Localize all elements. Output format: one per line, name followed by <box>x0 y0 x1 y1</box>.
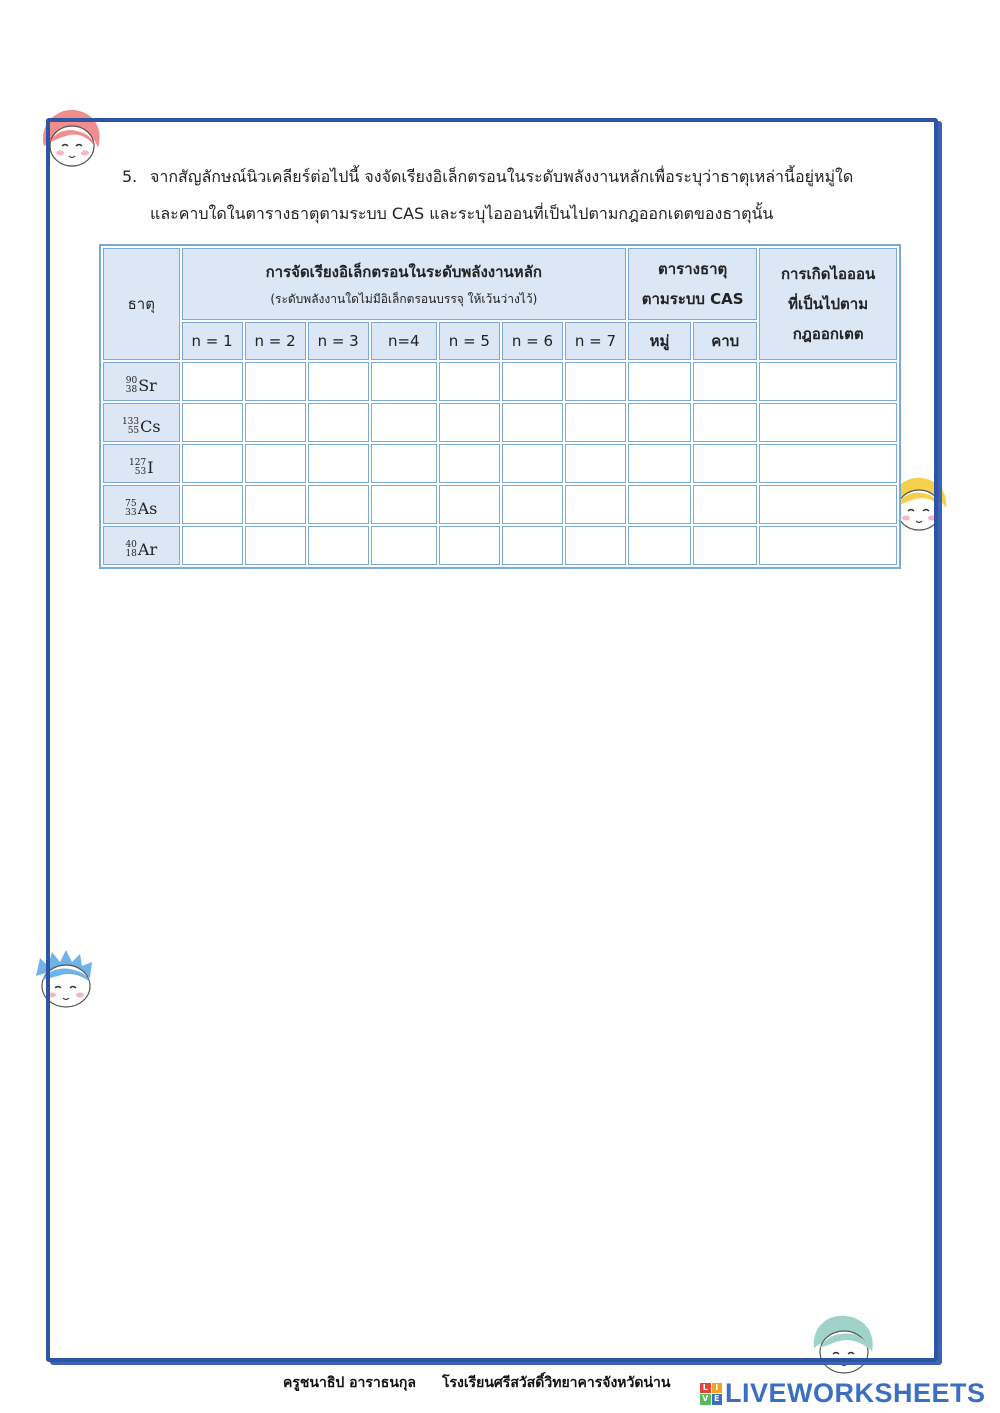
answer-cell[interactable] <box>759 444 897 483</box>
mass-number: 40 <box>125 539 137 550</box>
mass-number: 90 <box>125 375 138 386</box>
answer-cell[interactable] <box>759 485 897 524</box>
answer-cell[interactable] <box>628 526 691 565</box>
answer-cell[interactable] <box>565 485 626 524</box>
atomic-number: 18 <box>125 548 137 559</box>
nuclear-indices <box>125 500 136 518</box>
nuclear-indices <box>125 541 136 559</box>
header-ion-line-2: ที่เป็นไปตาม <box>788 295 869 313</box>
answer-cell[interactable] <box>439 403 500 442</box>
answer-cell[interactable] <box>759 403 897 442</box>
answer-cell[interactable] <box>439 444 500 483</box>
nuclear-indices <box>129 459 146 477</box>
header-ion <box>759 248 897 360</box>
answer-cell[interactable] <box>502 362 563 401</box>
element-symbol-cell <box>103 526 180 565</box>
answer-cell[interactable] <box>759 526 897 565</box>
answer-cell[interactable] <box>245 485 306 524</box>
header-periodic-table <box>628 248 757 320</box>
header-arrangement-title: การจัดเรียงอิเล็กตรอนในระดับพลังงานหลัก <box>265 262 542 281</box>
nuclear-symbol <box>129 458 154 477</box>
header-arrangement-note: (ระดับพลังงานใดไม่มีอิเล็กตรอนบรรจุ ให้เว้นว่างไว้) <box>270 291 538 306</box>
header-element <box>103 248 180 360</box>
answer-cell[interactable] <box>245 526 306 565</box>
answer-cell[interactable] <box>628 362 691 401</box>
atomic-number: 33 <box>125 507 137 518</box>
mass-number: 75 <box>125 498 137 509</box>
element-symbol: Ar <box>137 540 158 560</box>
element-symbol-cell <box>103 403 180 442</box>
element-symbol: Sr <box>138 376 157 396</box>
answer-cell[interactable] <box>182 444 243 483</box>
answer-cell[interactable] <box>693 362 757 401</box>
answer-cell[interactable] <box>371 362 437 401</box>
nuclear-symbol <box>125 540 157 559</box>
answer-cell[interactable] <box>182 362 243 401</box>
answer-cell[interactable] <box>502 485 563 524</box>
header-shell: n = 3 <box>308 322 369 360</box>
nuclear-indices <box>126 377 137 395</box>
nuclear-indices <box>122 418 139 436</box>
answer-cell[interactable] <box>693 444 757 483</box>
answer-cell[interactable] <box>693 526 757 565</box>
answer-cell[interactable] <box>502 526 563 565</box>
table-row <box>103 485 897 524</box>
table-body <box>103 362 897 565</box>
answer-cell[interactable] <box>439 485 500 524</box>
answer-cell[interactable] <box>439 526 500 565</box>
header-shell: n = 2 <box>245 322 306 360</box>
atomic-number: 53 <box>134 466 147 477</box>
table-row <box>103 444 897 483</box>
atomic-number: 38 <box>125 384 138 395</box>
nuclear-symbol <box>125 499 157 518</box>
answer-cell[interactable] <box>565 526 626 565</box>
answer-cell[interactable] <box>628 444 691 483</box>
answer-cell[interactable] <box>693 403 757 442</box>
question-line-1 <box>122 158 902 195</box>
answer-cell[interactable] <box>245 403 306 442</box>
logo-letter: V <box>700 1394 711 1405</box>
answer-cell[interactable] <box>565 362 626 401</box>
element-symbol: Cs <box>140 417 161 437</box>
answer-cell[interactable] <box>502 444 563 483</box>
liveworksheets-logo <box>700 1378 986 1409</box>
liveworksheets-logo-icon <box>700 1383 722 1405</box>
answer-cell[interactable] <box>182 526 243 565</box>
logo-letter: I <box>712 1383 723 1394</box>
header-ion-line-1: การเกิดไอออน <box>780 265 876 283</box>
element-symbol-cell <box>103 485 180 524</box>
header-shell: n = 5 <box>439 322 500 360</box>
answer-cell[interactable] <box>245 362 306 401</box>
answer-cell[interactable] <box>371 444 437 483</box>
element-symbol: I <box>147 458 154 478</box>
question-line-2: และคาบใดในตารางธาตุตามระบบ CAS และระบุไอออนที่เป็นไปตามกฎออกเตตของธาตุนั้น <box>150 204 774 223</box>
logo-letter: L <box>700 1383 711 1394</box>
answer-cell[interactable] <box>693 485 757 524</box>
table-row <box>103 526 897 565</box>
nuclear-symbol <box>122 417 161 436</box>
footer-credit <box>283 1372 696 1394</box>
answer-cell[interactable] <box>182 485 243 524</box>
logo-letter: E <box>712 1394 723 1405</box>
answer-cell[interactable] <box>439 362 500 401</box>
header-ion-line-3: กฎออกเตต <box>792 325 864 343</box>
element-symbol-cell <box>103 362 180 401</box>
answer-cell[interactable] <box>308 526 369 565</box>
answer-cell[interactable] <box>308 485 369 524</box>
answer-cell[interactable] <box>371 403 437 442</box>
nuclear-symbol <box>126 376 157 395</box>
answer-cell[interactable] <box>628 403 691 442</box>
header-shell: n = 1 <box>182 322 243 360</box>
header-group: หมู่ <box>628 322 691 360</box>
answer-cell[interactable] <box>502 403 563 442</box>
answer-cell[interactable] <box>565 403 626 442</box>
answer-cell[interactable] <box>759 362 897 401</box>
atomic-number: 55 <box>127 425 140 436</box>
answer-cell[interactable] <box>308 362 369 401</box>
answer-cell[interactable] <box>182 403 243 442</box>
question-text <box>122 158 902 232</box>
footer-school: โรงเรียนศรีสวัสดิ์วิทยาคารจังหวัดน่าน <box>441 1375 671 1391</box>
footer-teacher: ครูชนาธิป อาราธนกุล <box>283 1375 416 1391</box>
header-shell: n=4 <box>371 322 437 360</box>
mass-number: 127 <box>129 457 147 468</box>
answer-cell[interactable] <box>371 485 437 524</box>
answer-cell[interactable] <box>565 444 626 483</box>
header-arrangement <box>182 248 626 320</box>
header-element-label: ธาตุ <box>127 295 155 313</box>
header-shell: n = 6 <box>502 322 563 360</box>
element-symbol-cell <box>103 444 180 483</box>
liveworksheets-wordmark: LIVEWORKSHEETS <box>725 1378 986 1408</box>
table-row <box>103 362 897 401</box>
mass-number: 133 <box>121 416 140 427</box>
header-periodic-line-1: ตารางธาตุ <box>658 260 728 278</box>
header-shell: n = 7 <box>565 322 626 360</box>
answer-table <box>99 244 901 569</box>
answer-cell[interactable] <box>628 485 691 524</box>
answer-cell[interactable] <box>245 444 306 483</box>
answer-cell[interactable] <box>371 526 437 565</box>
answer-cell[interactable] <box>308 444 369 483</box>
header-periodic-line-2: ตามระบบ CAS <box>641 290 744 308</box>
answer-cell[interactable] <box>308 403 369 442</box>
header-period: คาบ <box>693 322 757 360</box>
question-line-1-text: จากสัญลักษณ์นิวเคลียร์ต่อไปนี้ จงจัดเรียงอิเล็กตรอนในระดับพลังงานหลักเพื่อระบุว่าธาตุเหล่านี้อยู่หมู่ใด <box>150 167 854 186</box>
table-row <box>103 403 897 442</box>
question-number: 5. <box>122 167 138 186</box>
element-symbol: As <box>137 499 158 519</box>
